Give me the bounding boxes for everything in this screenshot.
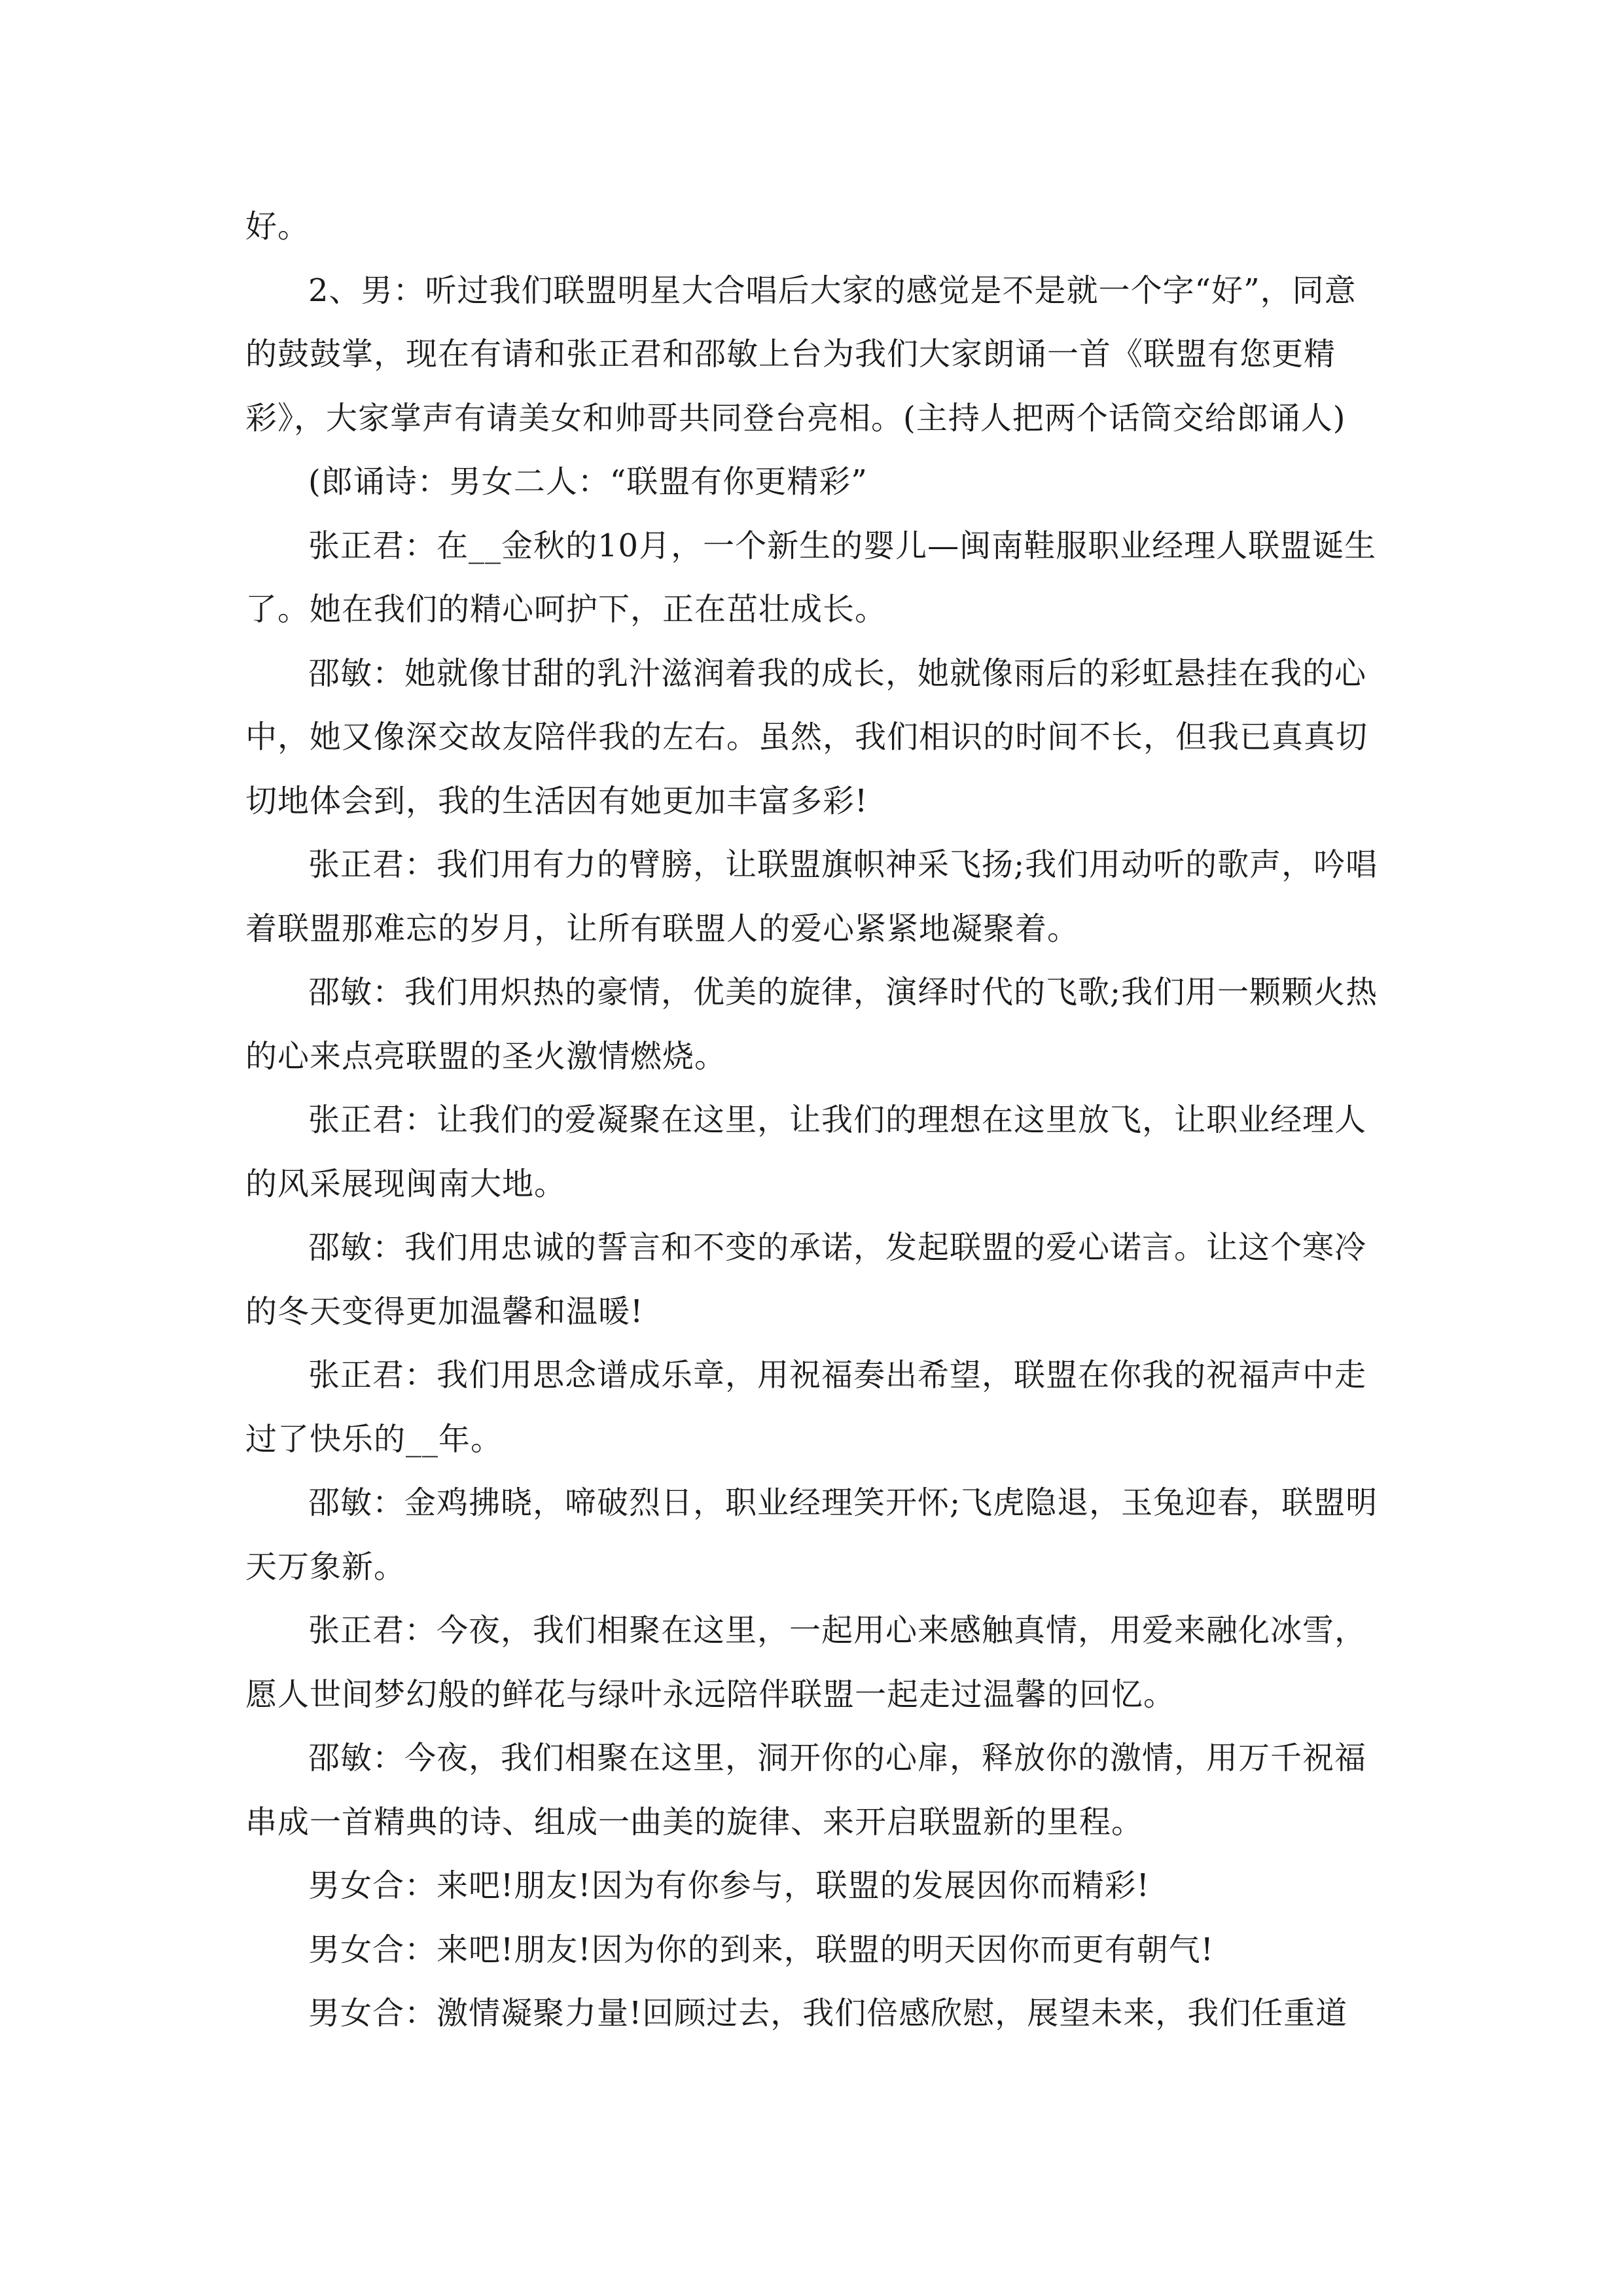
paragraph: 邵敏：我们用炽热的豪情，优美的旋律，演绎时代的飞歌;我们用一颗颗火热的心来点亮联盟的圣火激情燃烧。 [245,974,1378,1075]
paragraph: 男女合：激情凝聚力量!回顾过去，我们倍感欣慰，展望未来，我们任重道 [308,1995,1348,2032]
paragraph: 2、男：听过我们联盟明星大合唱后大家的感觉是不是就一个字“好”，同意的鼓鼓掌，现在有请和张正君和邵敏上台为我们大家朗诵一首《联盟有您更精彩》，大家掌声有请美女和帅哥共同登台亮相。(主持人把两个话筒交给郎诵人) [245,272,1357,437]
paragraph: 张正君：我们用思念谱成乐章，用祝福奏出希望，联盟在你我的祝福声中走过了快乐的__年。 [245,1357,1367,1458]
paragraph: 邵敏：我们用忠诚的誓言和不变的承诺，发起联盟的爱心诺言。让这个寒冷的冬天变得更加温馨和温暖! [245,1229,1367,1330]
paragraph: 邵敏：她就像甘甜的乳汁滋润着我的成长，她就像雨后的彩虹悬挂在我的心中，她又像深交故友陪伴我的左右。虽然，我们相识的时间不长，但我已真真切切地体会到，我的生活因有她更加丰富多彩! [245,655,1368,819]
paragraph: 男女合：来吧!朋友!因为有你参与，联盟的发展因你而精彩! [308,1867,1150,1904]
paragraph: 张正君：我们用有力的臂膀，让联盟旗帜神采飞扬;我们用动听的歌声，吟唱着联盟那难忘的岁月，让所有联盟人的爱心紧紧地凝聚着。 [245,846,1378,947]
paragraph: 张正君：在__金秋的10月，一个新生的婴儿—闽南鞋服职业经理人联盟诞生了。她在我们的精心呵护下，正在茁壮成长。 [245,527,1377,628]
paragraph: 邵敏：金鸡拂晓，啼破烈日，职业经理笑开怀;飞虎隐退，玉兔迎春，联盟明天万象新。 [245,1484,1378,1585]
paragraph: 好。 [245,208,310,245]
paragraph: 张正君：让我们的爱凝聚在这里，让我们的理想在这里放飞，让职业经理人的风采展现闽南大地。 [245,1102,1367,1202]
paragraph: 男女合：来吧!朋友!因为你的到来，联盟的明天因你而更有朝气! [308,1931,1214,1968]
paragraph: (郎诵诗：男女二人：“联盟有你更精彩” [308,463,868,500]
paragraph: 邵敏：今夜，我们相聚在这里，洞开你的心扉，释放你的激情，用万千祝福串成一首精典的诗、组成一曲美的旋律、来开启联盟新的里程。 [245,1740,1367,1840]
document-body [245,195,1387,2046]
paragraph: 张正君：今夜，我们相聚在这里，一起用心来感触真情，用爱来融化冰雪，愿人世间梦幻般的鲜花与绿叶永远陪伴联盟一起走过温馨的回忆。 [245,1612,1367,1713]
